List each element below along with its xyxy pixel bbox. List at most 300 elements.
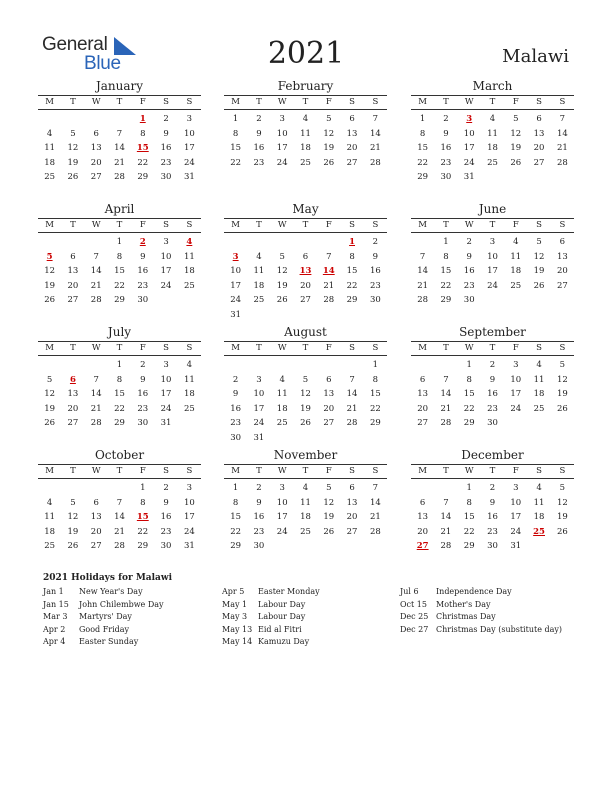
day-cell: 4 — [536, 360, 542, 370]
weekday-label: F — [139, 220, 146, 230]
weekday-label: W — [277, 97, 287, 107]
weekday-label: S — [372, 97, 379, 107]
day-grid — [411, 112, 574, 185]
weekday-label: T — [302, 466, 309, 476]
day-cell: 15 — [346, 266, 358, 277]
day-cell: 7 — [443, 374, 449, 385]
holiday-date: May 13 — [222, 624, 253, 634]
day-cell: 19 — [533, 266, 545, 277]
day-cell: 29 — [440, 295, 452, 306]
day-cell: 21 — [90, 280, 102, 291]
day-cell: 17 — [487, 266, 498, 277]
weekday-label: W — [464, 97, 474, 107]
day-empty — [434, 481, 457, 496]
day-cell: 25 — [276, 418, 288, 429]
day-cell: 22 — [137, 526, 149, 537]
day-cell: 8 — [140, 128, 146, 139]
weekday-label: T — [302, 97, 309, 107]
day-cell: 18 — [276, 403, 288, 414]
day-cell: 17 — [160, 266, 172, 277]
day-cell: 14 — [440, 389, 452, 400]
day-cell: 6 — [559, 237, 566, 247]
day-cell: 5 — [279, 251, 285, 262]
holiday-name: Easter Monday — [258, 587, 320, 596]
month-name: December — [461, 448, 524, 462]
day-cell: 22 — [463, 403, 475, 414]
day-cell: 21 — [556, 143, 568, 154]
day-cell: 21 — [440, 526, 452, 537]
day-cell: 9 — [489, 374, 496, 385]
weekday-label: M — [418, 466, 427, 476]
day-cell: 17 — [510, 512, 522, 523]
day-cell: 1 — [419, 114, 426, 124]
day-holiday: 1 — [139, 114, 146, 124]
weekday-label: T — [256, 97, 262, 107]
day-cell: 30 — [160, 172, 172, 183]
day-grid — [224, 112, 387, 170]
holiday-row — [222, 624, 320, 637]
holiday-name: Easter Sunday — [79, 637, 139, 646]
day-empty — [224, 235, 247, 250]
day-cell: 28 — [440, 541, 452, 552]
holiday-name: Labour Day — [258, 599, 306, 609]
day-cell: 24 — [487, 280, 498, 291]
day-cell: 14 — [114, 143, 125, 154]
day-cell: 5 — [326, 114, 332, 124]
day-empty — [61, 235, 84, 250]
day-cell: 5 — [302, 374, 309, 385]
day-cell: 27 — [556, 280, 568, 291]
day-empty — [434, 358, 457, 373]
month-name: September — [459, 325, 526, 339]
weekday-label: S — [536, 97, 542, 107]
day-cell: 7 — [372, 483, 379, 493]
day-cell: 21 — [417, 280, 429, 291]
day-cell: 13 — [533, 128, 545, 139]
day-cell: 1 — [466, 360, 472, 370]
holiday-row — [400, 624, 562, 637]
weekday-header — [38, 341, 201, 356]
weekday-label: S — [372, 466, 379, 476]
month-april — [38, 201, 201, 308]
day-cell: 1 — [466, 483, 472, 493]
day-cell: 22 — [114, 280, 125, 291]
day-cell: 25 — [300, 526, 311, 537]
day-cell: 6 — [349, 114, 355, 124]
day-cell: 26 — [67, 541, 79, 552]
day-empty — [108, 112, 131, 127]
day-cell: 7 — [93, 251, 99, 262]
weekday-label: T — [256, 220, 262, 230]
weekday-header — [411, 341, 574, 356]
day-empty — [411, 481, 434, 496]
weekday-label: S — [536, 220, 542, 230]
day-cell: 11 — [487, 128, 498, 139]
day-cell: 20 — [417, 403, 429, 414]
weekday-label: S — [349, 343, 355, 353]
day-cell: 11 — [510, 251, 522, 262]
month-september — [411, 324, 574, 431]
weekday-label: S — [186, 97, 193, 107]
day-grid — [38, 358, 201, 431]
holiday-date: Oct 15 — [400, 599, 427, 609]
weekday-label: S — [372, 343, 379, 353]
day-cell: 11 — [533, 497, 545, 508]
day-holiday: 14 — [322, 266, 335, 277]
day-cell: 6 — [93, 497, 99, 508]
day-cell: 12 — [44, 266, 56, 277]
holiday-name: John Chilembwe Day — [79, 599, 164, 609]
day-cell: 11 — [44, 143, 56, 154]
day-cell: 12 — [300, 389, 311, 400]
day-cell: 7 — [116, 128, 123, 139]
day-cell: 23 — [160, 157, 172, 168]
day-cell: 25 — [533, 403, 545, 414]
day-cell: 10 — [276, 497, 288, 508]
day-cell: 19 — [44, 280, 56, 291]
day-empty — [294, 235, 317, 250]
day-cell: 10 — [183, 497, 195, 508]
day-cell: 5 — [70, 128, 76, 139]
weekday-label: W — [464, 220, 474, 230]
day-cell: 18 — [510, 266, 522, 277]
day-cell: 20 — [556, 266, 568, 277]
day-cell: 4 — [302, 483, 309, 493]
day-cell: 15 — [114, 389, 125, 400]
day-cell: 11 — [300, 497, 311, 508]
day-cell: 31 — [183, 541, 195, 552]
day-cell: 22 — [440, 280, 452, 291]
weekday-label: W — [277, 466, 287, 476]
month-name: August — [284, 325, 327, 339]
day-cell: 9 — [443, 128, 449, 139]
weekday-header — [411, 464, 574, 479]
weekday-label: S — [559, 343, 566, 353]
day-cell: 19 — [556, 512, 568, 523]
day-holiday: 6 — [69, 374, 76, 385]
weekday-header — [38, 95, 201, 110]
month-june — [411, 201, 574, 308]
day-cell: 15 — [463, 512, 475, 523]
country-title: Malawi — [502, 46, 569, 67]
day-cell: 26 — [323, 526, 335, 537]
day-cell: 30 — [160, 541, 172, 552]
day-cell: 22 — [463, 526, 475, 537]
day-cell: 23 — [487, 526, 498, 537]
day-cell: 24 — [183, 526, 195, 537]
weekday-label: F — [325, 97, 332, 107]
day-cell: 18 — [300, 143, 311, 154]
month-august — [224, 324, 387, 446]
day-cell: 28 — [323, 295, 335, 306]
day-cell: 8 — [116, 374, 123, 385]
day-cell: 22 — [369, 403, 381, 414]
day-cell: 25 — [300, 157, 311, 168]
day-cell: 31 — [230, 309, 242, 320]
day-cell: 30 — [440, 172, 452, 183]
day-grid — [224, 235, 387, 323]
day-cell: 14 — [369, 128, 381, 139]
day-cell: 15 — [417, 143, 429, 154]
day-cell: 20 — [323, 403, 335, 414]
day-cell: 11 — [276, 389, 288, 400]
day-cell: 28 — [440, 418, 452, 429]
day-cell: 2 — [140, 360, 146, 370]
weekday-label: S — [372, 220, 379, 230]
day-cell: 27 — [323, 418, 335, 429]
holiday-column — [400, 586, 562, 636]
day-cell: 28 — [114, 172, 125, 183]
day-cell: 25 — [183, 403, 195, 414]
day-cell: 18 — [44, 157, 56, 168]
day-cell: 31 — [253, 432, 265, 443]
holiday-row — [400, 611, 562, 624]
day-cell: 17 — [253, 403, 265, 414]
day-cell: 23 — [369, 280, 381, 291]
weekday-label: W — [91, 97, 101, 107]
day-cell: 26 — [510, 157, 522, 168]
day-cell: 30 — [463, 295, 475, 306]
weekday-header — [224, 95, 387, 110]
day-cell: 5 — [559, 483, 566, 493]
weekday-label: S — [186, 466, 193, 476]
holiday-row — [43, 611, 164, 624]
day-empty — [85, 112, 108, 127]
holiday-row — [400, 586, 562, 599]
day-cell: 10 — [510, 374, 522, 385]
day-cell: 10 — [230, 266, 242, 277]
day-cell: 11 — [44, 512, 56, 523]
day-cell: 18 — [487, 143, 498, 154]
weekday-label: S — [349, 220, 355, 230]
day-cell: 17 — [463, 143, 475, 154]
day-cell: 13 — [346, 128, 358, 139]
weekday-label: F — [512, 220, 519, 230]
day-cell: 3 — [163, 360, 169, 370]
weekday-label: T — [443, 97, 449, 107]
day-cell: 14 — [369, 497, 381, 508]
day-cell: 14 — [346, 389, 358, 400]
weekday-label: T — [116, 343, 123, 353]
day-cell: 31 — [160, 418, 172, 429]
day-cell: 11 — [183, 374, 195, 385]
day-cell: 18 — [533, 389, 545, 400]
day-cell: 2 — [163, 483, 169, 493]
day-cell: 21 — [114, 526, 125, 537]
day-empty — [38, 112, 61, 127]
day-cell: 27 — [533, 157, 545, 168]
day-cell: 2 — [163, 114, 169, 124]
day-cell: 28 — [90, 418, 102, 429]
day-cell: 5 — [46, 374, 53, 385]
weekday-label: F — [139, 97, 146, 107]
weekday-label: M — [231, 97, 240, 107]
day-cell: 8 — [232, 128, 239, 139]
day-holiday: 25 — [533, 526, 545, 537]
day-cell: 18 — [253, 280, 265, 291]
holiday-name: New Year's Day — [79, 587, 143, 596]
day-cell: 9 — [256, 128, 262, 139]
day-grid — [411, 235, 574, 308]
day-cell: 16 — [463, 266, 475, 277]
day-cell: 16 — [230, 403, 242, 414]
day-cell: 30 — [487, 541, 498, 552]
day-cell: 18 — [44, 526, 56, 537]
day-grid — [38, 481, 201, 554]
weekday-label: T — [256, 466, 262, 476]
day-cell: 2 — [372, 237, 379, 247]
day-empty — [108, 481, 131, 496]
day-cell: 25 — [44, 541, 56, 552]
month-name: March — [472, 79, 513, 93]
holiday-row — [222, 586, 320, 599]
day-cell: 23 — [253, 526, 265, 537]
day-cell: 19 — [300, 403, 311, 414]
day-cell: 13 — [417, 512, 429, 523]
day-cell: 31 — [463, 172, 475, 183]
day-holiday: 3 — [232, 251, 239, 262]
day-cell: 2 — [256, 483, 262, 493]
day-cell: 23 — [463, 280, 475, 291]
day-cell: 1 — [116, 360, 123, 370]
weekday-label: S — [559, 97, 566, 107]
day-cell: 11 — [253, 266, 265, 277]
holiday-name: Christmas Day (substitute day) — [436, 624, 562, 634]
day-cell: 5 — [559, 360, 566, 370]
day-empty — [317, 235, 340, 250]
day-cell: 7 — [349, 374, 355, 385]
day-cell: 10 — [510, 497, 522, 508]
holiday-row — [43, 599, 164, 612]
weekday-label: F — [325, 343, 332, 353]
day-empty — [411, 358, 434, 373]
day-cell: 23 — [160, 526, 172, 537]
day-cell: 30 — [230, 432, 242, 443]
weekday-label: W — [464, 343, 474, 353]
weekday-label: S — [186, 343, 193, 353]
day-holiday: 13 — [299, 266, 312, 277]
day-cell: 8 — [372, 374, 379, 385]
day-cell: 21 — [323, 280, 335, 291]
day-cell: 14 — [417, 266, 429, 277]
logo-blue-text: Blue — [84, 53, 121, 74]
day-cell: 29 — [463, 541, 475, 552]
day-cell: 3 — [186, 114, 193, 124]
day-cell: 24 — [276, 526, 288, 537]
month-october — [38, 447, 201, 554]
holiday-row — [43, 636, 164, 649]
weekday-label: M — [45, 466, 54, 476]
month-name: May — [292, 202, 319, 216]
day-cell: 26 — [323, 157, 335, 168]
day-cell: 2 — [466, 237, 472, 247]
day-cell: 5 — [536, 237, 542, 247]
month-name: July — [107, 325, 132, 339]
day-cell: 6 — [326, 374, 332, 385]
day-cell: 4 — [513, 237, 519, 247]
day-cell: 31 — [510, 541, 522, 552]
day-cell: 14 — [440, 512, 452, 523]
day-cell: 27 — [90, 541, 102, 552]
day-cell: 20 — [67, 403, 79, 414]
day-cell: 24 — [230, 295, 242, 306]
day-holiday: 5 — [46, 251, 53, 262]
day-cell: 15 — [463, 389, 475, 400]
day-cell: 19 — [323, 512, 335, 523]
weekday-label: F — [512, 343, 519, 353]
day-cell: 9 — [256, 497, 262, 508]
day-cell: 28 — [417, 295, 429, 306]
day-cell: 12 — [556, 497, 568, 508]
weekday-label: T — [302, 343, 309, 353]
day-cell: 30 — [253, 541, 265, 552]
weekday-label: T — [70, 97, 76, 107]
logo-general-text: General — [42, 34, 108, 55]
holiday-date: Jan 15 — [43, 599, 69, 609]
day-cell: 13 — [90, 143, 102, 154]
day-cell: 16 — [369, 266, 381, 277]
day-empty — [317, 358, 340, 373]
day-cell: 13 — [556, 251, 568, 262]
day-cell: 9 — [466, 251, 472, 262]
day-cell: 8 — [116, 251, 123, 262]
day-cell: 15 — [230, 143, 242, 154]
day-cell: 28 — [369, 526, 381, 537]
holiday-name: Mother's Day — [436, 599, 491, 609]
day-cell: 28 — [556, 157, 568, 168]
day-cell: 14 — [90, 389, 102, 400]
day-cell: 7 — [443, 497, 449, 508]
day-cell: 19 — [67, 526, 79, 537]
day-empty — [247, 358, 270, 373]
day-cell: 26 — [44, 295, 56, 306]
day-cell: 13 — [67, 389, 79, 400]
weekday-label: T — [489, 466, 496, 476]
day-cell: 30 — [369, 295, 381, 306]
day-cell: 11 — [183, 251, 195, 262]
weekday-label: T — [70, 220, 76, 230]
weekday-label: S — [163, 343, 169, 353]
day-empty — [271, 235, 294, 250]
weekday-header — [224, 341, 387, 356]
day-cell: 4 — [256, 251, 262, 262]
month-march — [411, 78, 574, 185]
day-cell: 27 — [346, 157, 358, 168]
weekday-label: F — [512, 466, 519, 476]
day-cell: 3 — [489, 237, 496, 247]
day-cell: 20 — [533, 143, 545, 154]
day-cell: 8 — [466, 497, 472, 508]
day-cell: 22 — [137, 157, 149, 168]
day-cell: 28 — [114, 541, 125, 552]
day-holiday: 2 — [139, 237, 146, 247]
holiday-name: Kamuzu Day — [258, 637, 310, 646]
day-cell: 16 — [487, 389, 498, 400]
day-cell: 21 — [114, 157, 125, 168]
day-cell: 10 — [276, 128, 288, 139]
day-empty — [61, 358, 84, 373]
day-cell: 29 — [417, 172, 429, 183]
holiday-date: Apr 4 — [43, 637, 66, 646]
day-cell: 13 — [323, 389, 335, 400]
day-grid — [411, 481, 574, 554]
day-cell: 19 — [276, 280, 288, 291]
day-cell: 26 — [44, 418, 56, 429]
weekday-label: M — [45, 97, 54, 107]
day-cell: 17 — [276, 143, 288, 154]
holiday-name: Christmas Day — [436, 612, 496, 621]
day-cell: 4 — [46, 497, 53, 508]
